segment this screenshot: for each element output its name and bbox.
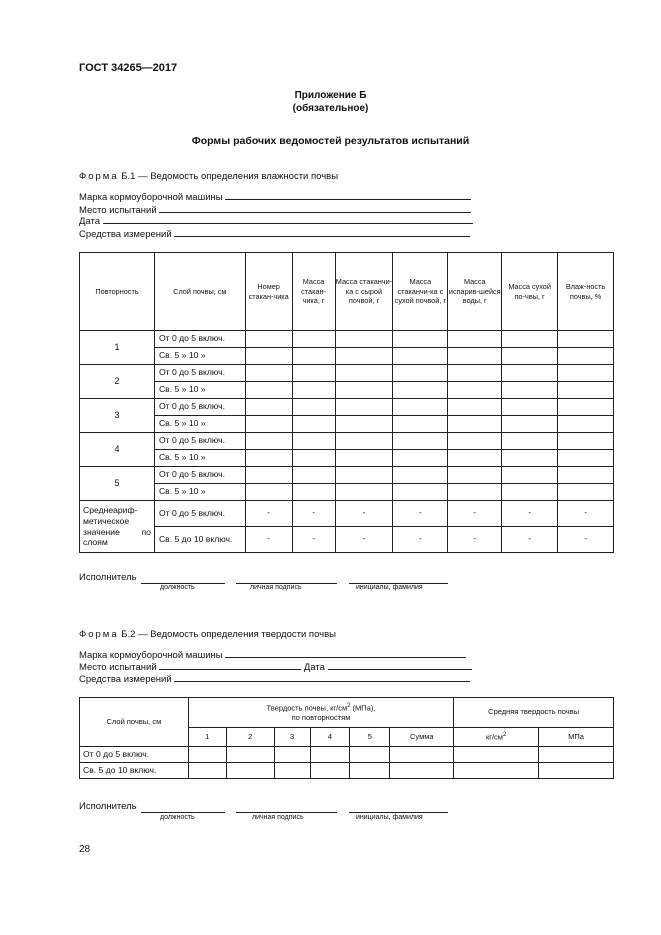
form-b1-title <box>79 171 338 182</box>
caption-name: инициалы, фамилия <box>356 814 423 821</box>
col-subheader: 5 <box>350 728 390 747</box>
col-header: Масса сухой по-чвы, г <box>502 253 558 331</box>
layer-cell: Св. 5 » 10 » <box>154 348 245 365</box>
col-header: Масса стаканчи-ка с сырой почвой, г <box>335 253 393 331</box>
dash-cell: - <box>292 527 335 553</box>
average-row <box>80 501 614 527</box>
col-header: Средняя твердость почвы <box>454 698 614 728</box>
repetition-number: 4 <box>80 433 155 467</box>
table-header-row <box>80 698 614 728</box>
average-row <box>80 527 614 553</box>
table-row <box>80 331 614 348</box>
table-row <box>80 382 614 399</box>
table-row <box>80 747 614 763</box>
caption-position: должность <box>160 584 195 591</box>
form-label: Форма <box>79 171 119 182</box>
date-input-line[interactable] <box>103 214 473 224</box>
col-subheader: 2 <box>226 728 274 747</box>
page-number: 28 <box>79 844 91 855</box>
table-row <box>80 450 614 467</box>
table-row <box>80 365 614 382</box>
signature-line[interactable] <box>236 812 337 813</box>
repetition-number: 5 <box>80 467 155 501</box>
dash-cell: - <box>502 527 558 553</box>
field-place-date-2: Место испытаний Дата <box>79 660 472 672</box>
table-row <box>80 416 614 433</box>
table-row <box>80 433 614 450</box>
dash-cell: - <box>502 501 558 527</box>
executor-label: Исполнитель <box>79 572 137 583</box>
col-header: Влаж-ность почвы, % <box>558 253 614 331</box>
field-date: Дата <box>79 214 473 226</box>
dash-cell: - <box>335 527 393 553</box>
repetition-number: 1 <box>80 331 155 365</box>
caption-name: инициалы, фамилия <box>356 584 423 591</box>
dash-cell: - <box>393 501 448 527</box>
dash-cell: - <box>448 501 502 527</box>
table-header-row <box>80 253 614 331</box>
dash-cell: - <box>292 501 335 527</box>
dash-cell: - <box>245 527 292 553</box>
instruments-input-line[interactable] <box>174 672 470 682</box>
col-header: Твердость почвы, $кг/см^2$ (МПа), по повторностям <box>188 698 453 728</box>
layer-cell: От 0 до 5 включ. <box>154 467 245 484</box>
col-subheader: Сумма <box>390 728 454 747</box>
layer-cell: От 0 до 5 включ. <box>154 399 245 416</box>
layer-cell: От 0 до 5 включ. <box>154 501 245 527</box>
form-number: Б.1 <box>121 171 136 182</box>
repetition-number: 3 <box>80 399 155 433</box>
form-caption: — Ведомость определения влажности почвы <box>138 171 339 182</box>
moisture-table <box>79 252 614 553</box>
col-header: Слой почвы, см <box>154 253 245 331</box>
layer-cell: Св. 5 » 10 » <box>154 416 245 433</box>
table-row <box>80 484 614 501</box>
form-number: Б.2 <box>121 629 136 640</box>
hardness-table <box>79 697 614 779</box>
dash-cell: - <box>335 501 393 527</box>
machine-input-line[interactable] <box>225 648 466 658</box>
place-input-line[interactable] <box>159 660 301 670</box>
dash-cell: - <box>558 501 614 527</box>
name-line[interactable] <box>349 812 448 813</box>
field-place: Место испытаний <box>79 203 471 215</box>
appendix-title: Приложение Б <box>294 90 367 101</box>
date-input-line[interactable] <box>328 660 472 670</box>
caption-signature: личная подпись <box>250 584 302 591</box>
average-label: Среднеариф- метическое значение по слоям <box>80 501 155 553</box>
layer-cell: От 0 до 5 включ. <box>154 331 245 348</box>
caption-position: должность <box>160 814 195 821</box>
dash-cell: - <box>448 527 502 553</box>
col-subheader: 4 <box>310 728 350 747</box>
col-subheader: МПа <box>539 728 614 747</box>
layer-cell: Св. 5 » 10 » <box>154 484 245 501</box>
table-row <box>80 399 614 416</box>
position-line[interactable] <box>141 812 225 813</box>
col-subheader: 3 <box>274 728 310 747</box>
field-instruments: Средства измерений <box>79 227 470 239</box>
layer-cell: Св. 5 » 10 » <box>154 450 245 467</box>
appendix-status: (обязательное) <box>292 103 369 114</box>
field-machine: Марка кормоуборочной машины <box>79 190 471 202</box>
dash-cell: - <box>558 527 614 553</box>
form-b2-title <box>79 629 336 640</box>
layer-cell: Св. 5 до 10 включ. <box>154 527 245 553</box>
col-header: Номер стакан-чика <box>245 253 292 331</box>
executor-label: Исполнитель <box>79 801 137 812</box>
dash-cell: - <box>393 527 448 553</box>
layer-cell: Св. 5 » 10 » <box>154 382 245 399</box>
table-row <box>80 763 614 779</box>
field-machine-2: Марка кормоуборочной машины <box>79 648 466 660</box>
col-subheader: $кг/см^2$ <box>454 728 539 747</box>
col-header: Масса стаканчи-ка с сухой почвой, г <box>393 253 448 331</box>
instruments-input-line[interactable] <box>174 227 470 237</box>
dash-cell: - <box>245 501 292 527</box>
col-header: Повторность <box>80 253 155 331</box>
form-caption: — Ведомость определения твердости почвы <box>138 629 336 640</box>
repetition-number: 2 <box>80 365 155 399</box>
layer-cell: От 0 до 5 включ. <box>154 433 245 450</box>
layer-cell: От 0 до 5 включ. <box>80 747 189 763</box>
place-input-line[interactable] <box>159 203 471 213</box>
caption-signature: личная подпись <box>252 814 304 821</box>
document-header: ГОСТ 34265—2017 <box>79 62 178 74</box>
machine-input-line[interactable] <box>225 190 471 200</box>
col-subheader: 1 <box>188 728 226 747</box>
layer-cell: Св. 5 до 10 включ. <box>80 763 189 779</box>
col-header: Слой почвы, см <box>80 698 189 747</box>
layer-cell: От 0 до 5 включ. <box>154 365 245 382</box>
field-instruments-2: Средства измерений <box>79 672 470 684</box>
col-header: Масса испарив-шейся воды, г <box>448 253 502 331</box>
form-label: Форма <box>79 629 119 640</box>
table-row <box>80 348 614 365</box>
table-row <box>80 467 614 484</box>
col-header: Масса стакан-чика, г <box>292 253 335 331</box>
section-title: Формы рабочих ведомостей результатов испытаний <box>191 135 470 147</box>
